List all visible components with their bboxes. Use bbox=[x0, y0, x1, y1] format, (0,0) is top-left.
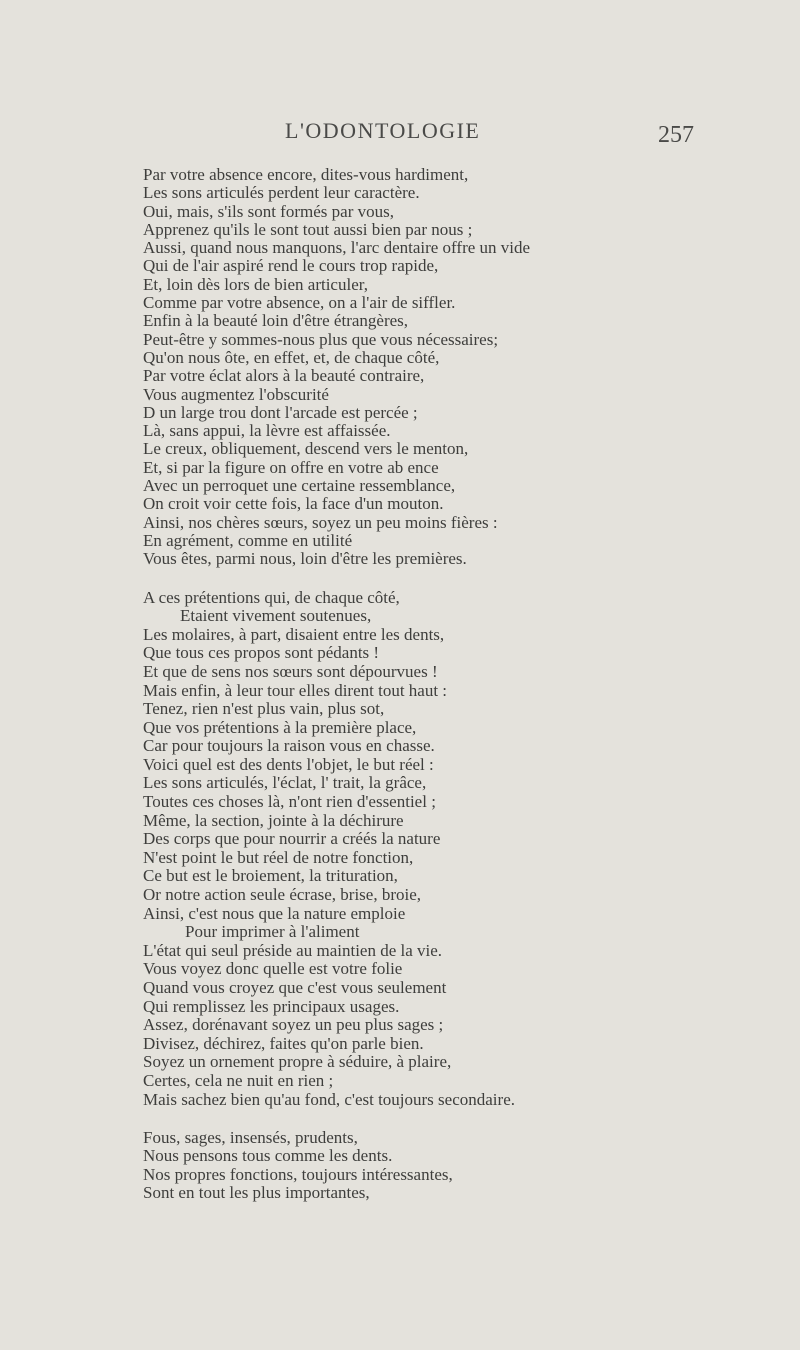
poem-line: Assez, dorénavant soyez un peu plus sages ; bbox=[143, 1015, 444, 1035]
poem-line: Les sons articulés, l'éclat, l' trait, la grâce, bbox=[143, 773, 427, 793]
poem-line: Etaient vivement soutenues, bbox=[180, 606, 372, 626]
stanza bbox=[0, 1129, 800, 1202]
running-title: L'ODONTOLOGIE bbox=[285, 118, 481, 143]
poem-line: Et que de sens nos sœurs sont dépourvues ! bbox=[143, 661, 438, 681]
poem-line: Comme par votre absence, on a l'air de siffler. bbox=[143, 293, 456, 313]
poem-line: N'est point le but réel de notre fonction, bbox=[143, 847, 414, 867]
poem-line: Or notre action seule écrase, brise, broie, bbox=[143, 885, 422, 905]
poem-line: Le creux, obliquement, descend vers le menton, bbox=[143, 439, 469, 459]
poem-line: A ces prétentions qui, de chaque côté, bbox=[143, 587, 400, 607]
poem-line: Ce but est le broiement, la trituration, bbox=[143, 866, 398, 886]
poem-line: Vous voyez donc quelle est votre folie bbox=[143, 959, 403, 979]
stanza bbox=[0, 589, 800, 1110]
poem-line: Là, sans appui, la lèvre est affaissée. bbox=[143, 421, 391, 441]
poem-line: Mais sachez bien qu'au fond, c'est toujours secondaire. bbox=[143, 1089, 515, 1109]
poem-line: Qu'on nous ôte, en effet, et, de chaque côté, bbox=[143, 347, 440, 367]
poem-line: Et, loin dès lors de bien articuler, bbox=[143, 274, 368, 294]
poem-line: Nos propres fonctions, toujours intéressantes, bbox=[143, 1164, 453, 1184]
poem-line: Et, si par la figure on offre en votre ab ence bbox=[143, 457, 439, 477]
poem-line: Par votre éclat alors à la beauté contraire, bbox=[143, 366, 425, 386]
stanza bbox=[0, 166, 800, 569]
poem-line: Vous êtes, parmi nous, loin d'être les premières. bbox=[143, 549, 467, 569]
poem-line: Enfin à la beauté loin d'être étrangères, bbox=[143, 311, 409, 331]
poem-line: Qui de l'air aspiré rend le cours trop rapide, bbox=[143, 256, 439, 276]
poem-line: Avec un perroquet une certaine ressemblance, bbox=[143, 476, 456, 496]
poem-line: Ainsi, nos chères sœurs, soyez un peu moins fières : bbox=[143, 512, 498, 532]
poem-line: Qui remplissez les principaux usages. bbox=[143, 996, 400, 1016]
poem-line: Apprenez qu'ils le sont tout aussi bien par nous ; bbox=[143, 219, 473, 239]
poem-text bbox=[0, 166, 800, 1202]
poem-line: En agrément, comme en utilité bbox=[143, 530, 353, 550]
poem-line: Tenez, rien n'est plus vain, plus sot, bbox=[143, 699, 385, 719]
poem-line: Les sons articulés perdent leur caractère. bbox=[143, 183, 420, 203]
poem-line: On croit voir cette fois, la face d'un mouton. bbox=[143, 494, 444, 514]
poem-line: Voici quel est des dents l'objet, le but réel : bbox=[143, 754, 434, 774]
poem-line: Aussi, quand nous manquons, l'arc dentaire offre un vide bbox=[143, 238, 531, 258]
poem-line: L'état qui seul préside au maintien de la vie. bbox=[143, 940, 443, 960]
page-number: 257 bbox=[658, 122, 694, 148]
poem-line: Car pour toujours la raison vous en chasse. bbox=[143, 736, 435, 756]
poem-line: Vous augmentez l'obscurité bbox=[143, 384, 329, 404]
poem-line: Pour imprimer à l'aliment bbox=[185, 922, 360, 942]
poem-line: Oui, mais, s'ils sont formés par vous, bbox=[143, 201, 394, 221]
poem-line: Toutes ces choses là, n'ont rien d'essentiel ; bbox=[143, 792, 436, 812]
poem-line: Divisez, déchirez, faites qu'on parle bien. bbox=[143, 1033, 424, 1053]
poem-line: Que tous ces propos sont pédants ! bbox=[143, 643, 380, 663]
poem-line: Que vos prétentions à la première place, bbox=[143, 717, 417, 737]
poem-line: Même, la section, jointe à la déchirure bbox=[143, 810, 404, 830]
poem-line: Ainsi, c'est nous que la nature emploie bbox=[143, 903, 406, 923]
poem-line: Soyez un ornement propre à séduire, à plaire, bbox=[143, 1052, 452, 1072]
poem-line: Mais enfin, à leur tour elles dirent tout haut : bbox=[143, 680, 448, 700]
poem-line: Fous, sages, insensés, prudents, bbox=[143, 1128, 358, 1148]
poem-line: Quand vous croyez que c'est vous seulement bbox=[143, 978, 447, 997]
poem-line: Certes, cela ne nuit en rien ; bbox=[143, 1070, 334, 1090]
poem-line: Par votre absence encore, dites-vous hardiment, bbox=[143, 165, 469, 184]
poem-line: Sont en tout les plus importantes, bbox=[143, 1183, 370, 1203]
poem-line: Peut-être y sommes-nous plus que vous nécessaires; bbox=[143, 329, 499, 349]
poem-line: Les molaires, à part, disaient entre les dents, bbox=[143, 624, 445, 644]
poem-line: Des corps que pour nourrir a créés la nature bbox=[143, 829, 441, 849]
poem-line: D un large trou dont l'arcade est percée ; bbox=[143, 402, 418, 422]
page-header bbox=[0, 118, 800, 148]
poem-line: Nous pensons tous comme les dents. bbox=[143, 1146, 393, 1166]
